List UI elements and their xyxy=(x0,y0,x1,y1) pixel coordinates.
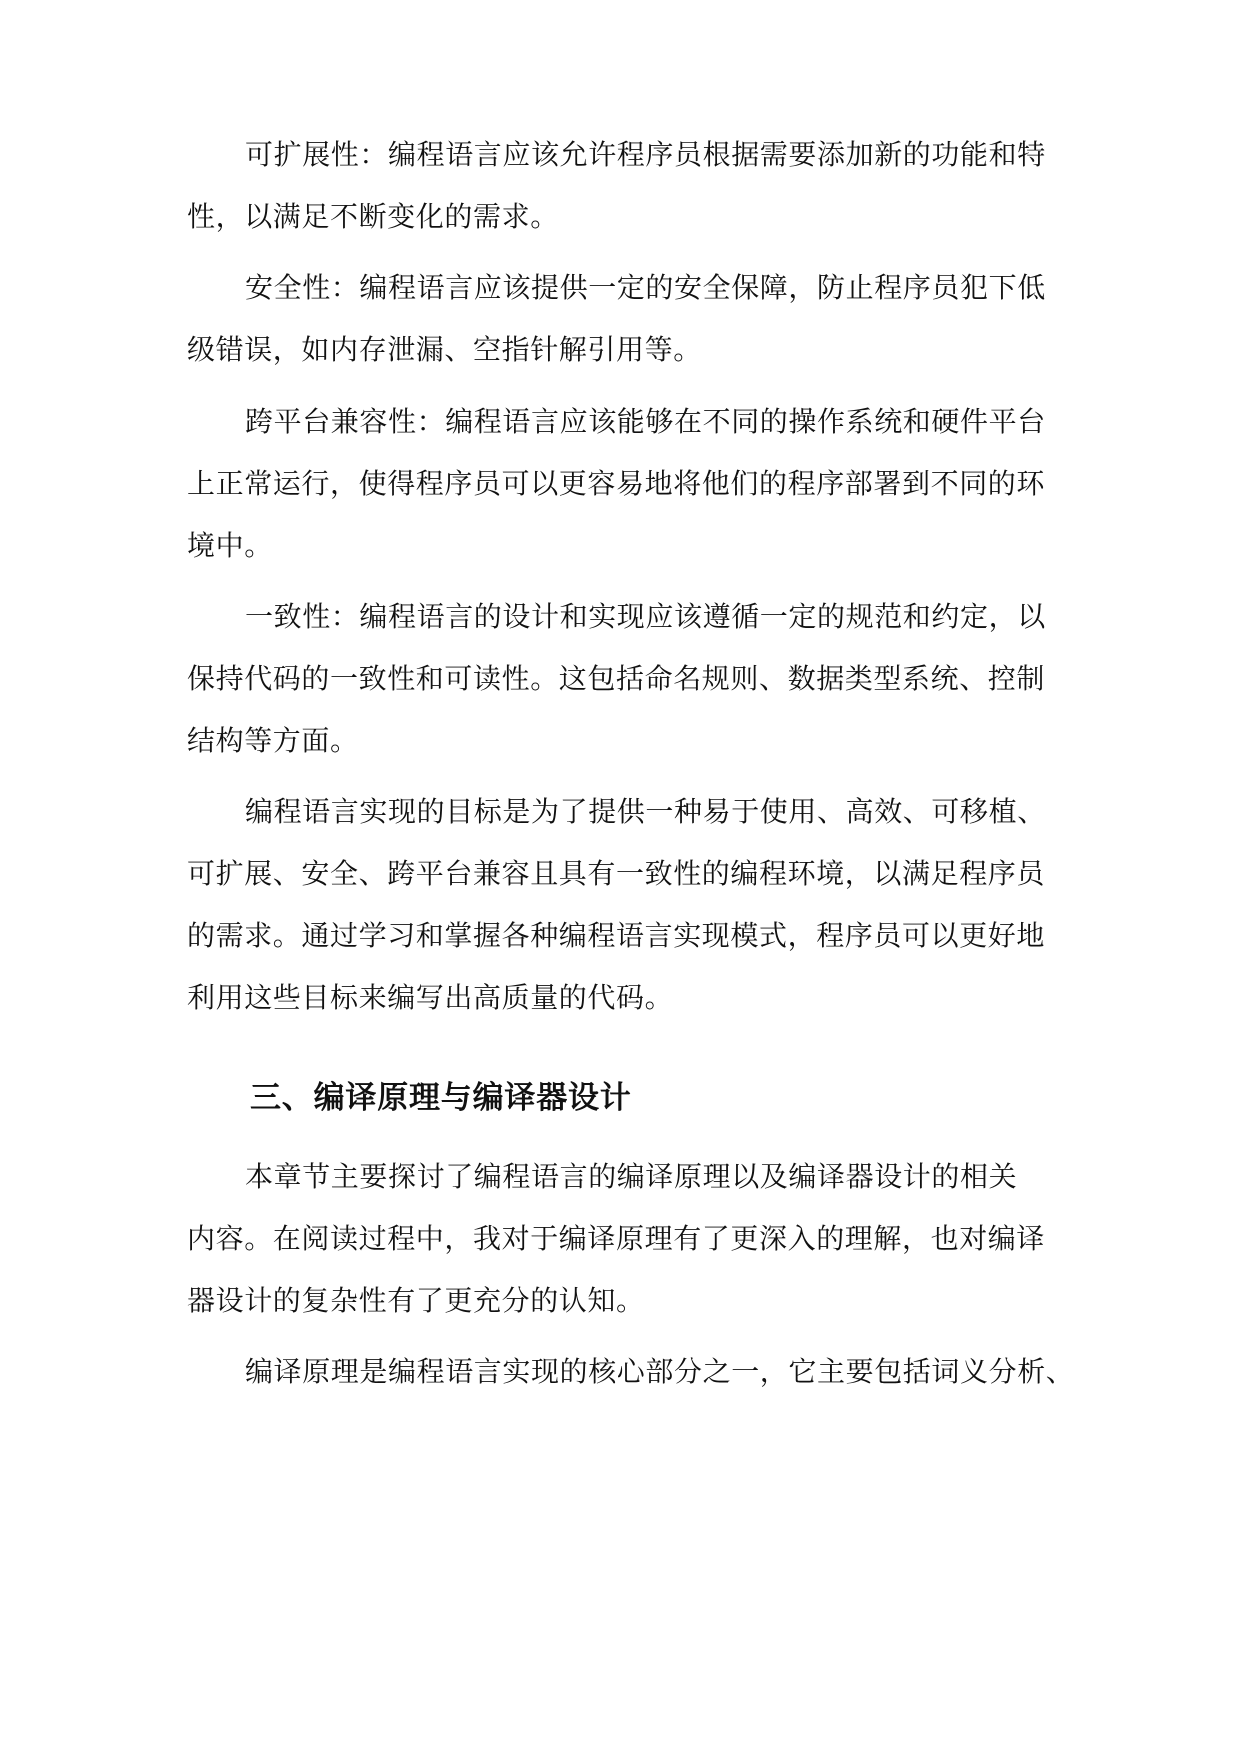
paragraph-consistency-line-1: 一致性：编程语言的设计和实现应该遵循一定的规范和约定，以 xyxy=(245,600,1046,633)
paragraph-goals-line-2: 可扩展、安全、跨平台兼容且具有一致性的编程环境，以满足程序员 xyxy=(187,857,1046,890)
section-heading: 三、编译原理与编译器设计 xyxy=(250,1080,632,1116)
paragraph-crossplatform-line-2: 上正常运行，使得程序员可以更容易地将他们的程序部署到不同的环 xyxy=(187,467,1046,500)
paragraph-goals-line-1: 编程语言实现的目标是为了提供一种易于使用、高效、可移植、 xyxy=(245,795,1046,828)
paragraph-goals-line-3: 的需求。通过学习和掌握各种编程语言实现模式，程序员可以更好地 xyxy=(187,919,1046,952)
paragraph-extensibility-line-2: 性，以满足不断变化的需求。 xyxy=(187,200,559,233)
paragraph-consistency-line-2: 保持代码的一致性和可读性。这包括命名规则、数据类型系统、控制 xyxy=(187,662,1046,695)
paragraph-security-line-2: 级错误，如内存泄漏、空指针解引用等。 xyxy=(187,333,702,366)
paragraph-consistency-line-3: 结构等方面。 xyxy=(187,724,359,757)
paragraph-extensibility-line-1: 可扩展性：编程语言应该允许程序员根据需要添加新的功能和特 xyxy=(245,138,1046,171)
paragraph-security-line-1: 安全性：编程语言应该提供一定的安全保障，防止程序员犯下低 xyxy=(245,271,1046,304)
paragraph-crossplatform-line-1: 跨平台兼容性：编程语言应该能够在不同的操作系统和硬件平台 xyxy=(245,405,1046,438)
paragraph-crossplatform-line-3: 境中。 xyxy=(187,529,273,562)
paragraph-goals-line-4: 利用这些目标来编写出高质量的代码。 xyxy=(187,981,674,1014)
section-paragraph-intro-line-1: 本章节主要探讨了编程语言的编译原理以及编译器设计的相关 xyxy=(245,1160,1018,1193)
section-paragraph-intro-line-2: 内容。在阅读过程中，我对于编译原理有了更深入的理解，也对编译 xyxy=(187,1222,1046,1255)
section-paragraph-principle-line-1: 编译原理是编程语言实现的核心部分之一，它主要包括词义分析、 xyxy=(245,1355,1075,1388)
section-paragraph-intro-line-3: 器设计的复杂性有了更充分的认知。 xyxy=(187,1284,645,1317)
